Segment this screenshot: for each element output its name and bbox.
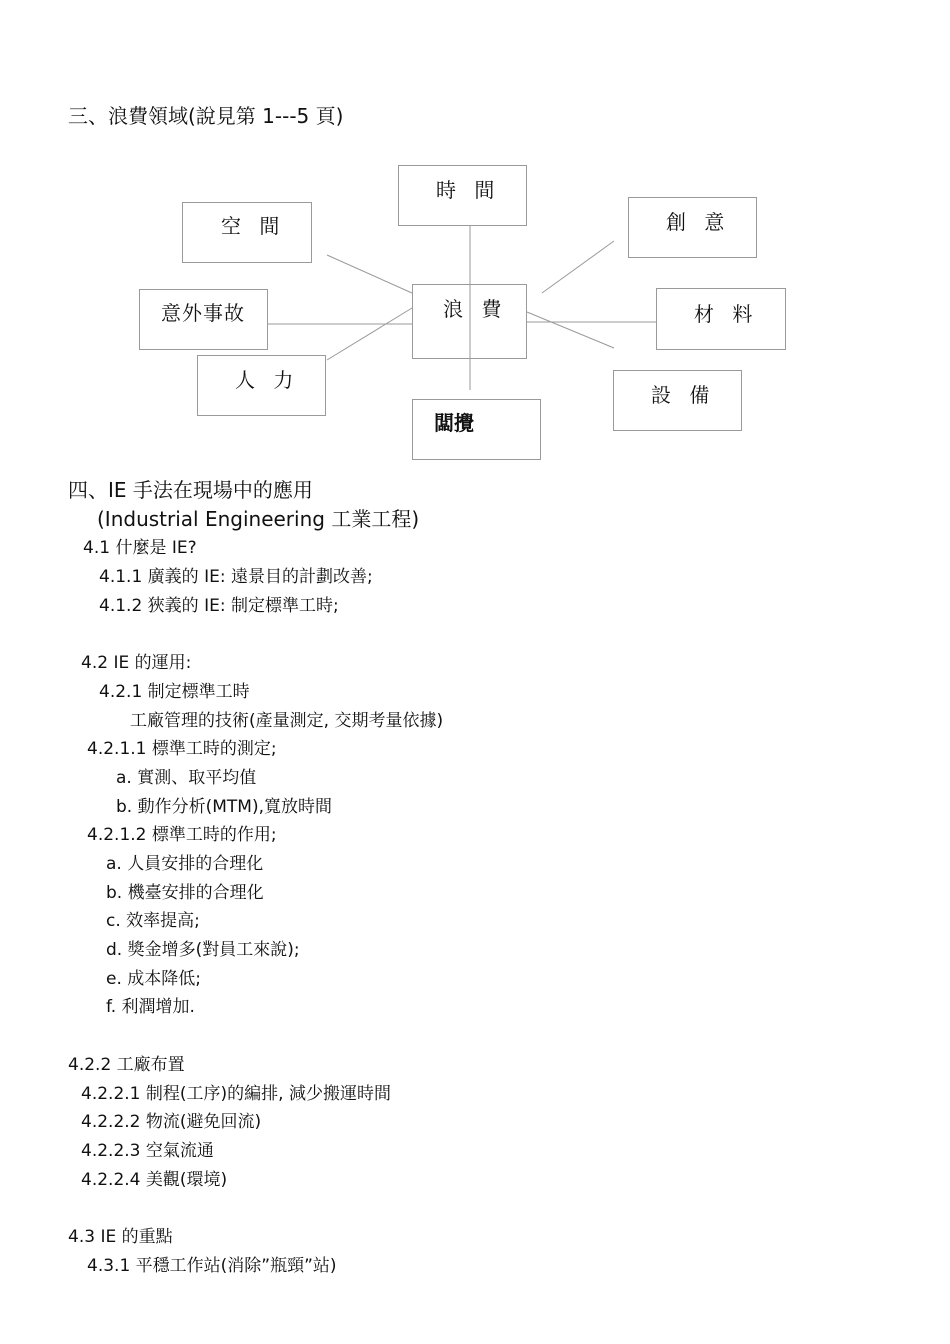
node-material-label: 材 料 <box>694 302 759 326</box>
node-manpower-label: 人 力 <box>235 368 300 392</box>
outline-item-4-2-2: 4.2.2 工廠布置 <box>68 1055 185 1075</box>
outline-item-4-3-1: 4.3.1 平穩工作站(消除”瓶頸”站) <box>87 1256 337 1276</box>
node-center-label: 浪 費 <box>443 297 508 321</box>
outline-item-4-2-2-4: 4.2.2.4 美觀(環境) <box>81 1170 228 1190</box>
outline-item-4-1: 4.1 什麼是 IE? <box>83 538 197 558</box>
outline-item-4-2-1-2-f: f. 利潤增加. <box>106 997 195 1017</box>
outline-item-4-2-2-2: 4.2.2.2 物流(避免回流) <box>81 1112 262 1132</box>
outline-item-4-2-1-2-a: a. 人員安排的合理化 <box>106 854 264 874</box>
node-bottom-label: 闆攪 <box>434 411 474 435</box>
outline-item-4-3: 4.3 IE 的重點 <box>68 1227 173 1247</box>
line-manpower <box>327 308 412 360</box>
outline-item-4-2: 4.2 IE 的運用: <box>81 653 192 673</box>
node-creativity-label: 創 意 <box>666 210 731 234</box>
outline-item-4-2-1-2-d: d. 獎金增多(對員工來說); <box>106 940 300 960</box>
outline-item-4-2-1-2-b: b. 機臺安排的合理化 <box>106 883 264 903</box>
outline-item-4-2-1-2-e: e. 成本降低; <box>106 969 201 989</box>
line-creativity <box>542 241 614 293</box>
outline-item-4-2-1-2-c: c. 效率提高; <box>106 911 200 931</box>
node-bottom-box <box>412 399 541 460</box>
outline-item-4-2-1-1: 4.2.1.1 標準工時的測定; <box>87 739 277 759</box>
node-space-label: 空 間 <box>221 214 286 238</box>
outline-item-4-2-1: 4.2.1 制定標準工時 <box>99 682 250 702</box>
line-equipment <box>527 312 614 348</box>
outline-item-4-1-1: 4.1.1 廣義的 IE: 遠景目的計劃改善; <box>99 567 373 587</box>
node-accident-label: 意外事故 <box>161 301 245 325</box>
outline-item-4-2-1-2: 4.2.1.2 標準工時的作用; <box>87 825 277 845</box>
section-4-heading: 四、IE 手法在現場中的應用 <box>68 478 313 502</box>
node-time-label: 時 間 <box>436 178 501 202</box>
section-3-heading: 三、浪費領域(說見第 1---5 頁) <box>68 104 344 128</box>
section-4-subheading: (Industrial Engineering 工業工程) <box>97 507 420 531</box>
outline-item-4-2-1-desc: 工廠管理的技術(產量測定, 交期考量依據) <box>130 711 444 731</box>
outline-item-4-2-2-3: 4.2.2.3 空氣流通 <box>81 1141 214 1161</box>
outline-item-4-2-1-1-a: a. 實測、取平均值 <box>116 768 257 788</box>
outline-item-4-2-2-1: 4.2.2.1 制程(工序)的編排, 減少搬運時間 <box>81 1084 391 1104</box>
node-equipment-label: 設 備 <box>651 383 716 407</box>
outline-item-4-2-1-1-b: b. 動作分析(MTM),寬放時間 <box>116 797 332 817</box>
line-space <box>327 255 412 293</box>
outline-item-4-1-2: 4.1.2 狹義的 IE: 制定標準工時; <box>99 596 339 616</box>
